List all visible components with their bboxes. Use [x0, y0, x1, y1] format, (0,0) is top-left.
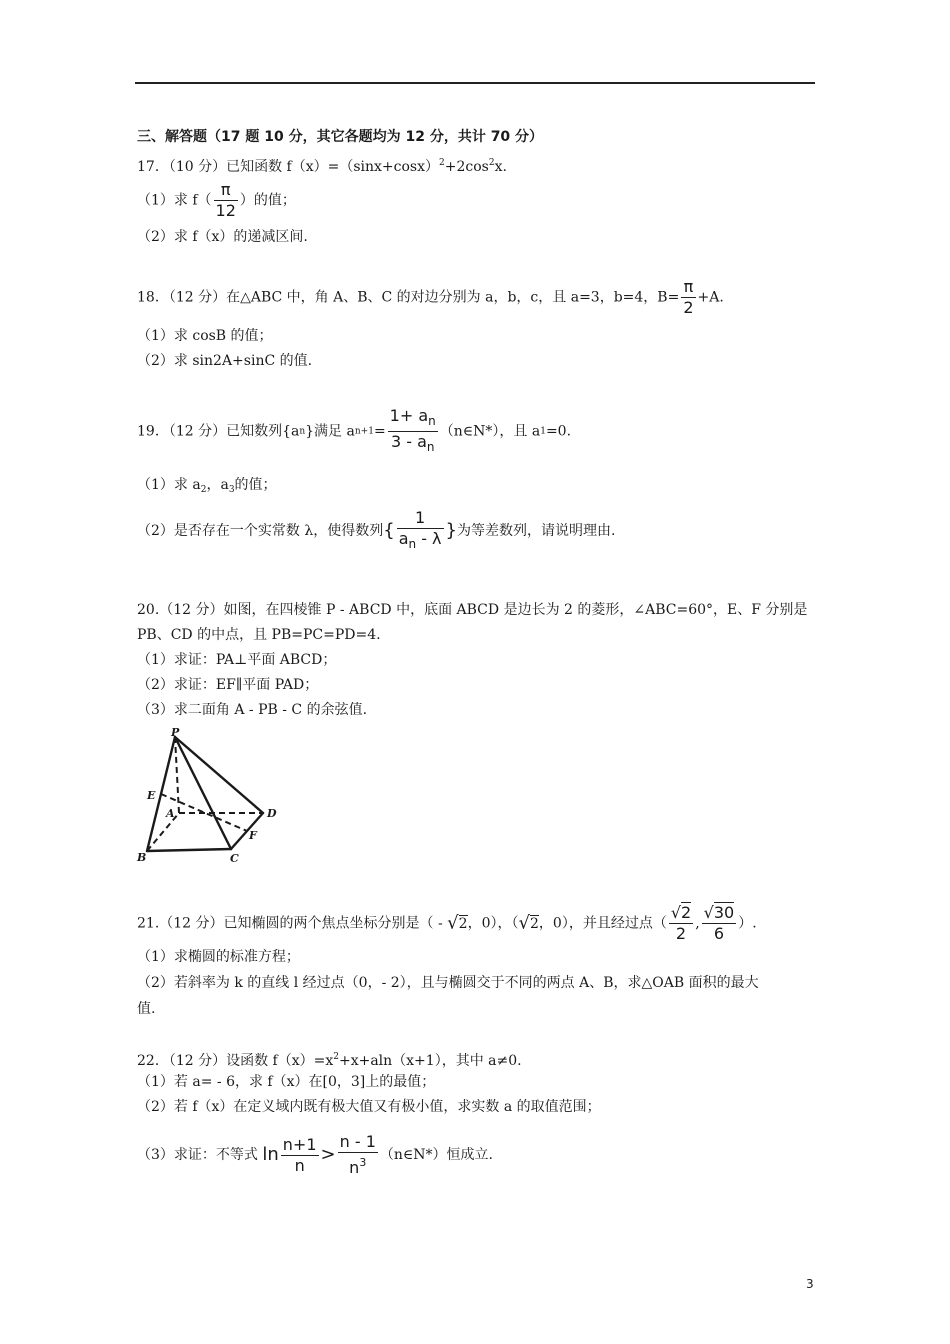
- q17-sup2: 2: [488, 158, 495, 168]
- q21-part1: （1）求椭圆的标准方程；: [137, 949, 300, 965]
- q21-comma: ,: [695, 915, 700, 932]
- label-e: E: [147, 789, 156, 802]
- q18-stem-a: 18．（12 分）在△ABC 中，角 A、B、C 的对边分别为 a，b，c，且 a=3，b=4，B=: [137, 289, 680, 306]
- q19-stem-d: （n∈N*），且 a: [439, 423, 541, 440]
- q21-stem-b: ，0），（: [467, 915, 519, 932]
- q19-p1-b: ，a: [206, 477, 229, 493]
- q18-stem-b: +A.: [697, 289, 724, 306]
- q21-f1-den: 2: [669, 923, 693, 944]
- q19-p1-sub3: 3: [228, 485, 235, 495]
- q22-part2: （2）若 f（x）在定义域内既有极大值又有极小值，求实数 a 的取值范围；: [137, 1099, 601, 1115]
- q22-part3: [137, 1132, 493, 1178]
- q22-f1-den: n: [281, 1155, 319, 1176]
- q19-p1-a: （1）求 a: [137, 477, 201, 493]
- q21-stem-d: ）.: [738, 915, 757, 932]
- q19-sub-n: n: [299, 426, 306, 437]
- q18-frac-den: 2: [683, 298, 694, 317]
- q17-stem-c: x.: [494, 159, 507, 175]
- q19-sub-1: 1: [540, 426, 546, 437]
- section-heading: 三、解答题（17 题 10 分，其它各题均为 12 分，共计 70 分）: [137, 129, 544, 145]
- q19-part1: [137, 476, 277, 499]
- q17-stem-b: +2cos: [444, 159, 489, 175]
- q22-f2-den-sup: 3: [359, 1156, 367, 1169]
- q17-fraction: [214, 180, 238, 221]
- header-rule: [135, 82, 815, 84]
- q17-stem: [137, 154, 507, 176]
- q22-fraction-1: [281, 1135, 319, 1176]
- sqrt-icon: √: [518, 912, 530, 934]
- q20-part1: （1）求证：PA⊥平面 ABCD；: [137, 652, 337, 668]
- q17-sup1: 2: [439, 158, 445, 168]
- sqrt-icon: √: [703, 903, 714, 922]
- q22-f1-num: n+1: [282, 1134, 317, 1154]
- q21-f1-rad: 2: [681, 903, 692, 922]
- q19-stem-c: =: [373, 423, 386, 440]
- q22-sup2: 2: [333, 1052, 339, 1062]
- label-b: B: [137, 851, 147, 864]
- q21-stem-c: ，0），并且经过点（: [538, 915, 667, 932]
- q19-p1-c: 的值；: [234, 477, 277, 493]
- q18-stem: [137, 277, 724, 318]
- q21-stem-a: 21.（12 分）已知椭圆的两个焦点坐标分别是（ -: [137, 915, 448, 932]
- q20-stem-line1: 20.（12 分）如图，在四棱锥 P - ABCD 中，底面 ABCD 是边长为 2 的菱形，∠ABC=60°，E、F 分别是: [137, 602, 808, 618]
- q22-stem-b: +x+aln（x+1），其中 a≠0.: [338, 1053, 522, 1069]
- q22-f2-num: n - 1: [339, 1132, 376, 1151]
- q19-p2-fraction: [397, 508, 444, 554]
- q19-part2: [137, 508, 615, 554]
- q21-part2-line2: 值.: [137, 1001, 156, 1017]
- q19-den-text: 3 - a: [390, 432, 427, 451]
- sqrt-icon: √: [670, 903, 682, 922]
- q20-part2: （2）求证：EF∥平面 PAD；: [137, 677, 319, 693]
- q17-part1: [137, 180, 296, 221]
- q19-num-sub: n: [428, 414, 436, 428]
- q18-part2: （2）求 sin2A+sinC 的值.: [137, 353, 313, 369]
- q22-stem: [137, 1048, 522, 1070]
- q19-frac-den: [388, 431, 438, 457]
- edge-bc: [147, 849, 231, 851]
- q19-p2-den-b: - λ: [416, 529, 442, 548]
- q18-part1: （1）求 cosB 的值；: [137, 328, 273, 344]
- q22-p3-b: （n∈N*）恒成立.: [379, 1147, 493, 1163]
- q17-frac-den: 12: [215, 201, 236, 220]
- sqrt-icon: √: [447, 912, 459, 934]
- q18-frac-num: π: [683, 277, 694, 296]
- q19-fraction: [388, 406, 438, 457]
- q20-stem-line2: PB、CD 的中点，且 PB=PC=PD=4.: [137, 627, 381, 643]
- q19-p2-den-a: a: [398, 529, 409, 548]
- q19-right-brace: }: [445, 520, 457, 541]
- q17-part2: （2）求 f（x）的递减区间.: [137, 229, 308, 245]
- q21-fraction-2: [702, 903, 737, 944]
- q17-p1-a: （1）求 f（: [137, 192, 212, 209]
- q19-stem-e: =0.: [545, 423, 572, 440]
- q17-p1-b: ）的值；: [239, 192, 296, 209]
- label-p: P: [171, 727, 180, 739]
- q19-num-text: 1+ a: [389, 406, 429, 425]
- q22-ln: ln: [262, 1144, 279, 1165]
- q21-fraction-1: [669, 903, 693, 944]
- q21-f2-rad: 30: [713, 903, 735, 922]
- q19-p2-a: （2）是否存在一个实常数 λ，使得数列: [137, 523, 384, 539]
- edge-pa-hidden: [175, 737, 179, 813]
- q17-stem-a: 17．（10 分）已知函数 f（x）=（sinx+cosx）: [137, 159, 439, 175]
- edge-pc: [175, 737, 231, 849]
- q21-f2-den: 6: [702, 923, 737, 944]
- q18-fraction: [681, 277, 695, 318]
- q20-part3: （3）求二面角 A - PB - C 的余弦值.: [137, 702, 368, 718]
- q19-left-brace: {: [383, 520, 395, 541]
- label-a: A: [166, 807, 175, 820]
- q21-stem: [137, 903, 757, 944]
- q17-frac-num: π: [220, 180, 231, 199]
- q22-gt: >: [320, 1144, 336, 1165]
- q21-f2-num: [702, 903, 737, 923]
- q19-p2-den-sub: n: [408, 537, 417, 551]
- q19-stem-b: }满足 a: [305, 423, 355, 440]
- q21-f1-num: [669, 903, 693, 923]
- q19-sub-n1: n+1: [354, 426, 374, 437]
- q22-f2-den-text: n: [349, 1158, 360, 1177]
- q21-rad1: 2: [458, 915, 468, 932]
- q19-p2-den: [397, 528, 444, 554]
- q21-part2-line1: （2）若斜率为 k 的直线 l 经过点（0，- 2），且与椭圆交于不同的两点 A、B，求△OAB 面积的最大: [137, 975, 759, 991]
- edge-pd: [175, 737, 263, 813]
- label-c: C: [230, 852, 239, 865]
- page-number: 3: [806, 1277, 814, 1291]
- q19-stem-a: 19．（12 分）已知数列{a: [137, 423, 300, 440]
- q22-stem-a: 22．（12 分）设函数 f（x）=x: [137, 1053, 334, 1069]
- q19-p2-b: 为等差数列，请说明理由.: [456, 523, 616, 539]
- q19-frac-num: [388, 406, 438, 431]
- q19-stem: [137, 406, 571, 457]
- pyramid-figure: [133, 727, 283, 867]
- q22-fraction-2: [338, 1132, 378, 1178]
- label-f: F: [249, 829, 257, 842]
- q22-f2-den: [338, 1152, 378, 1178]
- q19-p2-num: 1: [415, 508, 426, 527]
- q19-p1-sub2: 2: [200, 485, 207, 495]
- q22-p3-a: （3）求证：不等式: [137, 1147, 263, 1163]
- q21-rad2: 2: [529, 915, 539, 932]
- q22-part1: （1）若 a= - 6，求 f（x）在[0，3]上的最值；: [137, 1074, 436, 1090]
- q19-den-sub: n: [426, 440, 435, 454]
- label-d: D: [267, 807, 277, 820]
